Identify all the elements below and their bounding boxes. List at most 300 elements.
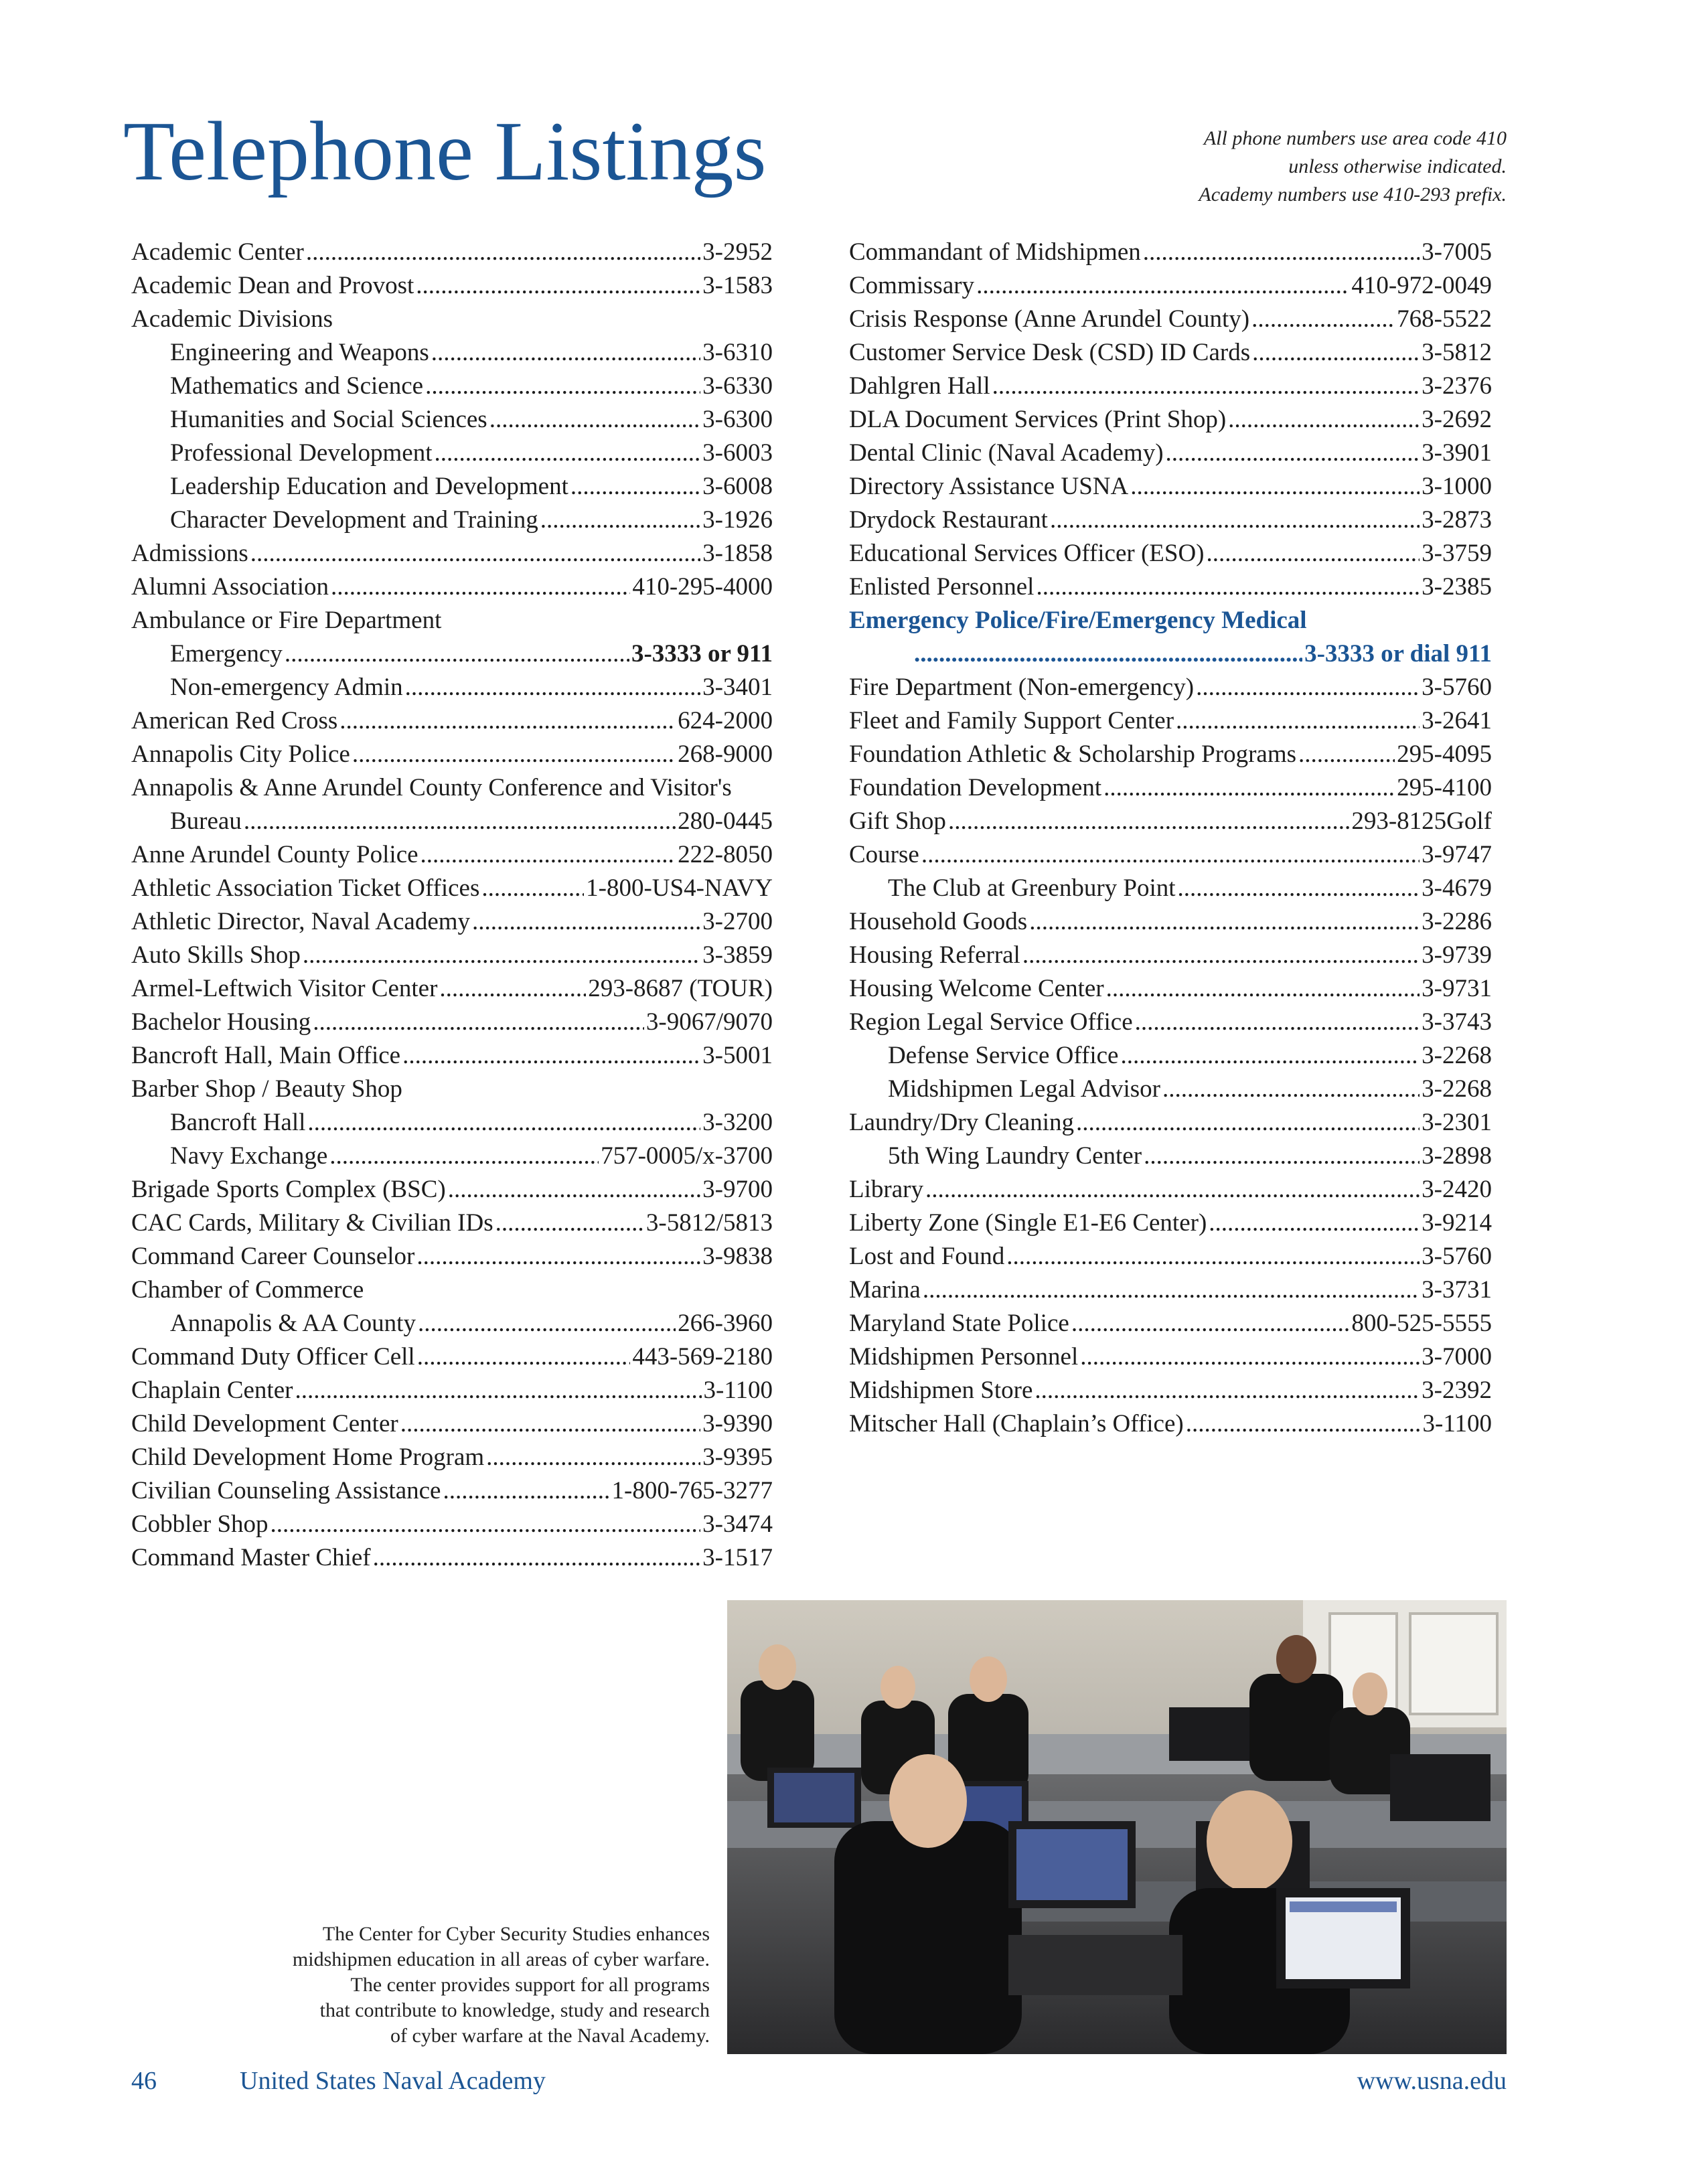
entry-phone-number: 3-5760 [1422, 674, 1492, 701]
directory-entry [131, 1106, 773, 1140]
directory-entry [849, 1240, 1492, 1273]
directory-entry [849, 1073, 1492, 1106]
entry-name: Enlisted Personnel [849, 573, 1035, 601]
caption-line: The center provides support for all programs [350, 1974, 710, 1996]
entry-name: Brigade Sports Complex (BSC) [131, 1176, 446, 1203]
entry-name: The Club at Greenbury Point [888, 874, 1176, 902]
directory-entry [131, 838, 773, 872]
dot-leader [285, 637, 629, 671]
directory-entry [849, 905, 1492, 939]
directory-entry [131, 437, 773, 470]
entry-name: Educational Services Officer (ESO) [849, 540, 1205, 567]
dot-leader [921, 838, 1420, 872]
dot-leader [1186, 1407, 1421, 1441]
dot-leader [339, 704, 676, 738]
directory-entry [131, 1374, 773, 1407]
dot-leader [1071, 1307, 1350, 1340]
entry-phone-number: 3-2392 [1422, 1377, 1492, 1404]
dot-leader [418, 1307, 676, 1340]
directory-entry [849, 671, 1492, 704]
caption-line: of cyber warfare at the Naval Academy. [390, 2025, 710, 2047]
directory-entry [849, 503, 1492, 537]
directory-entry [849, 336, 1492, 370]
entry-phone-number: 295-4095 [1397, 740, 1492, 768]
dot-leader [1135, 1006, 1420, 1039]
entry-name: Chaplain Center [131, 1377, 293, 1404]
dot-leader [1076, 1106, 1420, 1140]
entry-name: Ambulance or Fire Department [131, 607, 442, 634]
page-number: 46 [131, 2067, 157, 2095]
entry-phone-number: 3-2700 [702, 908, 773, 935]
entry-phone-number: 3-1926 [702, 506, 773, 534]
caption-line: The Center for Cyber Security Studies enhances [322, 1923, 710, 1945]
classroom-photo [727, 1600, 1507, 2054]
dot-leader [1144, 1140, 1420, 1173]
directory-entry [131, 1039, 773, 1073]
entry-name: Humanities and Social Sciences [170, 406, 487, 433]
entry-phone-number: 3-9731 [1422, 975, 1492, 1002]
entry-phone-number: 3-9214 [1422, 1209, 1492, 1237]
entry-phone-number: 3-3901 [1422, 439, 1492, 467]
directory-entry [131, 370, 773, 403]
dot-leader [425, 370, 700, 403]
dot-leader [540, 503, 700, 537]
entry-phone-number: 3-2268 [1422, 1042, 1492, 1069]
directory-entry [849, 1173, 1492, 1206]
dot-leader [992, 370, 1420, 403]
entry-phone-number: 3-1858 [702, 540, 773, 567]
entry-name: CAC Cards, Military & Civilian IDs [131, 1209, 493, 1237]
entry-phone-number: 3-3859 [702, 941, 773, 969]
note-line: unless otherwise indicated. [1288, 155, 1507, 177]
directory-entry [849, 604, 1492, 637]
entry-phone-number: 3-3333 or dial 911 [1304, 640, 1492, 668]
dot-leader [1080, 1340, 1420, 1374]
dot-leader [481, 872, 584, 905]
entry-name: Crisis Response (Anne Arundel County) [849, 305, 1250, 333]
dot-leader [439, 972, 586, 1006]
entry-name: Alumni Association [131, 573, 329, 601]
dot-leader [306, 236, 700, 269]
entry-phone-number: 3-2641 [1422, 707, 1492, 734]
entry-name: Dental Clinic (Naval Academy) [849, 439, 1164, 467]
entry-name: Defense Service Office [888, 1042, 1119, 1069]
directory-entry [849, 1039, 1492, 1073]
dot-leader [1036, 570, 1420, 604]
entry-name: Civilian Counseling Assistance [131, 1477, 441, 1504]
directory-entry [131, 1140, 773, 1173]
entry-phone-number: 293-8687 (TOUR) [588, 975, 773, 1002]
entry-name: Academic Center [131, 238, 304, 266]
entry-name: Engineering and Weapons [170, 339, 429, 366]
entry-name: Chamber of Commerce [131, 1276, 364, 1304]
directory-entry [849, 637, 1492, 671]
entry-phone-number: 280-0445 [678, 807, 773, 835]
entry-phone-number: 443-569-2180 [632, 1343, 773, 1371]
directory-entry [131, 704, 773, 738]
dot-leader [313, 1006, 644, 1039]
entry-phone-number: 3-9838 [702, 1243, 773, 1270]
directory-entry [131, 637, 773, 671]
directory-entry [849, 269, 1492, 303]
entry-phone-number: 3-2385 [1422, 573, 1492, 601]
dot-leader [329, 1140, 599, 1173]
entry-phone-number: 3-6310 [702, 339, 773, 366]
directory-entry [131, 1441, 773, 1474]
entry-name: Customer Service Desk (CSD) ID Cards [849, 339, 1251, 366]
dot-leader [405, 671, 701, 704]
entry-name: Fire Department (Non-emergency) [849, 674, 1195, 701]
entry-name: Commissary [849, 272, 975, 299]
dot-leader [914, 637, 1302, 671]
dot-leader [486, 1441, 700, 1474]
dot-leader [976, 269, 1349, 303]
directory-entry [849, 771, 1492, 805]
entry-name: Bureau [170, 807, 242, 835]
dot-leader [250, 537, 700, 570]
entry-phone-number: 3-3731 [1422, 1276, 1492, 1304]
photo-caption [228, 1922, 710, 2049]
entry-phone-number: 222-8050 [678, 841, 773, 868]
dot-leader [420, 838, 676, 872]
caption-line: midshipmen education in all areas of cyber warfare. [292, 1948, 710, 1970]
directory-entry [131, 939, 773, 972]
entry-name: Leadership Education and Development [170, 473, 568, 500]
dot-leader [373, 1541, 701, 1575]
entry-name: Commandant of Midshipmen [849, 238, 1141, 266]
dot-leader [489, 403, 700, 437]
directory-entry [131, 1474, 773, 1508]
entry-name: Athletic Association Ticket Offices [131, 874, 480, 902]
entry-name: Academic Dean and Provost [131, 272, 414, 299]
entry-name: Midshipmen Store [849, 1377, 1033, 1404]
entry-name: Gift Shop [849, 807, 946, 835]
directory-entry [131, 503, 773, 537]
entry-name: Foundation Athletic & Scholarship Programs [849, 740, 1297, 768]
entry-name: Mathematics and Science [170, 372, 424, 400]
directory-entry [131, 738, 773, 771]
entry-name: Mitscher Hall (Chaplain’s Office) [849, 1410, 1184, 1437]
entry-phone-number: 3-2873 [1422, 506, 1492, 534]
directory-entry [131, 604, 773, 637]
dot-leader [1209, 1206, 1420, 1240]
directory-entry [131, 1073, 773, 1106]
entry-name: Child Development Home Program [131, 1444, 485, 1471]
directory-entry [849, 939, 1492, 972]
entry-phone-number: 3-3200 [702, 1109, 773, 1136]
directory-entry [131, 1340, 773, 1374]
dot-leader [417, 1340, 631, 1374]
entry-phone-number: 3-2898 [1422, 1142, 1492, 1170]
directory-entry [131, 1240, 773, 1273]
directory-entry [849, 704, 1492, 738]
directory-column-right [849, 236, 1492, 1441]
footer-organization: United States Naval Academy [240, 2067, 546, 2095]
entry-name: Auto Skills Shop [131, 941, 301, 969]
dot-leader [1176, 704, 1420, 738]
dot-leader [443, 1474, 609, 1508]
entry-name: Bancroft Hall, Main Office [131, 1042, 401, 1069]
directory-entry [131, 671, 773, 704]
dot-leader [1130, 470, 1420, 503]
entry-name: Drydock Restaurant [849, 506, 1048, 534]
entry-phone-number: 3-6330 [702, 372, 773, 400]
entry-name: Command Master Chief [131, 1544, 371, 1571]
directory-entry [131, 470, 773, 503]
entry-phone-number: 3-1583 [702, 272, 773, 299]
entry-name: Non-emergency Admin [170, 674, 403, 701]
entry-phone-number: 1-800-US4-NAVY [586, 874, 773, 902]
entry-name: Marina [849, 1276, 921, 1304]
caption-line: that contribute to knowledge, study and research [319, 1999, 710, 2021]
entry-phone-number: 1-800-765-3277 [611, 1477, 773, 1504]
dot-leader [431, 336, 700, 370]
directory-entry [131, 905, 773, 939]
directory-entry [131, 972, 773, 1006]
directory-entry [131, 403, 773, 437]
directory-entry [849, 1206, 1492, 1240]
entry-name: Anne Arundel County Police [131, 841, 418, 868]
entry-phone-number: 3-6008 [702, 473, 773, 500]
entry-name: Cobbler Shop [131, 1510, 269, 1538]
entry-phone-number: 3-2376 [1422, 372, 1492, 400]
entry-name: Navy Exchange [170, 1142, 328, 1170]
entry-phone-number: 3-1100 [1422, 1410, 1492, 1437]
entry-phone-number: 3-2420 [1422, 1176, 1492, 1203]
dot-leader [1162, 1073, 1420, 1106]
entry-name: Region Legal Service Office [849, 1008, 1133, 1036]
dot-leader [1206, 537, 1420, 570]
dot-leader [1035, 1374, 1420, 1407]
directory-entry [131, 1541, 773, 1575]
entry-phone-number: 3-2692 [1422, 406, 1492, 433]
entry-name: Annapolis & AA County [170, 1310, 416, 1337]
dot-leader [472, 905, 700, 939]
directory-entry [131, 805, 773, 838]
dot-leader [923, 1273, 1420, 1307]
entry-phone-number: 3-5760 [1422, 1243, 1492, 1270]
dot-leader [925, 1173, 1420, 1206]
directory-entry [849, 1273, 1492, 1307]
entry-phone-number: 3-5812/5813 [645, 1209, 773, 1237]
entry-name: Command Duty Officer Cell [131, 1343, 415, 1371]
directory-entry [849, 805, 1492, 838]
dot-leader [416, 269, 700, 303]
entry-name: Child Development Center [131, 1410, 398, 1437]
directory-entry [849, 470, 1492, 503]
entry-phone-number: 3-9390 [702, 1410, 773, 1437]
dot-leader [1022, 939, 1420, 972]
directory-entry [131, 236, 773, 269]
directory-entry [849, 303, 1492, 336]
directory-entry [131, 303, 773, 336]
directory-entry [131, 872, 773, 905]
entry-name: Housing Referral [849, 941, 1020, 969]
directory-entry [131, 570, 773, 604]
dot-leader [1120, 1039, 1420, 1073]
directory-column-left [131, 236, 773, 1575]
entry-phone-number: 3-2286 [1422, 908, 1492, 935]
dot-leader [448, 1173, 700, 1206]
directory-entry [131, 1307, 773, 1340]
directory-entry [849, 403, 1492, 437]
dot-leader [1252, 336, 1420, 370]
dot-leader [352, 738, 676, 771]
dot-leader [1106, 972, 1420, 1006]
directory-entry [849, 370, 1492, 403]
entry-phone-number: 3-5001 [702, 1042, 773, 1069]
directory-entry [849, 838, 1492, 872]
entry-name: Character Development and Training [170, 506, 538, 534]
directory-entry [849, 537, 1492, 570]
directory-entry [849, 738, 1492, 771]
directory-entry [131, 1273, 773, 1307]
entry-name: Laundry/Dry Cleaning [849, 1109, 1074, 1136]
directory-entry [849, 1140, 1492, 1173]
entry-name: Fleet and Family Support Center [849, 707, 1174, 734]
entry-phone-number: 410-972-0049 [1351, 272, 1492, 299]
entry-name: Housing Welcome Center [849, 975, 1104, 1002]
entry-name: Foundation Development [849, 774, 1102, 801]
entry-phone-number: 3-1517 [702, 1544, 773, 1571]
entry-phone-number: 410-295-4000 [632, 573, 773, 601]
directory-entry [131, 1206, 773, 1240]
entry-phone-number: 3-9395 [702, 1444, 773, 1471]
entry-name: Maryland State Police [849, 1310, 1069, 1337]
entry-name: Liberty Zone (Single E1-E6 Center) [849, 1209, 1207, 1237]
dot-leader [1143, 236, 1420, 269]
entry-phone-number: 268-9000 [678, 740, 773, 768]
dot-leader [303, 939, 700, 972]
directory-entry [849, 1307, 1492, 1340]
dot-leader [1228, 403, 1420, 437]
note-line: Academy numbers use 410-293 prefix. [1199, 183, 1507, 206]
directory-entry [131, 1508, 773, 1541]
entry-phone-number: 3-9739 [1422, 941, 1492, 969]
dot-leader [1050, 503, 1420, 537]
dot-leader [1196, 671, 1420, 704]
entry-phone-number: 3-9747 [1422, 841, 1492, 868]
entry-name: Dahlgren Hall [849, 372, 990, 400]
entry-name: Course [849, 841, 919, 868]
dot-leader [435, 437, 701, 470]
directory-entry [849, 1006, 1492, 1039]
entry-name: Professional Development [170, 439, 433, 467]
directory-entry [131, 1173, 773, 1206]
entry-phone-number: 3-2952 [702, 238, 773, 266]
dot-leader [1298, 738, 1395, 771]
entry-phone-number: 295-4100 [1397, 774, 1492, 801]
dot-leader [1251, 303, 1395, 336]
dot-leader [1166, 437, 1420, 470]
page-title: Telephone Listings [123, 105, 767, 198]
directory-entry [849, 872, 1492, 905]
entry-name: 5th Wing Laundry Center [888, 1142, 1142, 1170]
entry-name: Bachelor Housing [131, 1008, 311, 1036]
entry-name: Annapolis & Anne Arundel County Conference and Visitor's [131, 774, 732, 801]
entry-phone-number: 768-5522 [1397, 305, 1492, 333]
directory-entry [131, 771, 773, 805]
entry-name: Emergency Police/Fire/Emergency Medical [849, 607, 1307, 634]
directory-entry [849, 1106, 1492, 1140]
entry-phone-number: 3-9700 [702, 1176, 773, 1203]
note-line: All phone numbers use area code 410 [1203, 127, 1507, 149]
entry-name: Household Goods [849, 908, 1028, 935]
dot-leader [400, 1407, 700, 1441]
entry-name: Midshipmen Personnel [849, 1343, 1079, 1371]
dot-leader [1029, 905, 1420, 939]
entry-name: Barber Shop / Beauty Shop [131, 1075, 402, 1103]
entry-phone-number: 3-7000 [1422, 1343, 1492, 1371]
directory-entry [131, 336, 773, 370]
dot-leader [416, 1240, 700, 1273]
entry-name: Directory Assistance USNA [849, 473, 1129, 500]
entry-name: Annapolis City Police [131, 740, 350, 768]
entry-phone-number: 3-3743 [1422, 1008, 1492, 1036]
entry-name: Midshipmen Legal Advisor [888, 1075, 1160, 1103]
entry-name: Library [849, 1176, 923, 1203]
dot-leader [307, 1106, 700, 1140]
entry-name: Athletic Director, Naval Academy [131, 908, 471, 935]
dot-leader [1103, 771, 1395, 805]
entry-phone-number: 3-1100 [703, 1377, 773, 1404]
directory-entry [849, 1407, 1492, 1441]
dot-leader [402, 1039, 700, 1073]
dot-leader [244, 805, 676, 838]
entry-phone-number: 3-4679 [1422, 874, 1492, 902]
entry-phone-number: 800-525-5555 [1351, 1310, 1492, 1337]
entry-name: Admissions [131, 540, 248, 567]
entry-name: Academic Divisions [131, 305, 333, 333]
directory-entry [849, 437, 1492, 470]
entry-phone-number: 3-2268 [1422, 1075, 1492, 1103]
directory-entry [131, 537, 773, 570]
entry-phone-number: 266-3960 [678, 1310, 773, 1337]
entry-phone-number: 3-3401 [702, 674, 773, 701]
dot-leader [295, 1374, 701, 1407]
entry-name: Command Career Counselor [131, 1243, 415, 1270]
dot-leader [495, 1206, 644, 1240]
entry-phone-number: 3-6300 [702, 406, 773, 433]
entry-phone-number: 3-3759 [1422, 540, 1492, 567]
entry-name: DLA Document Services (Print Shop) [849, 406, 1227, 433]
directory-entry [131, 269, 773, 303]
entry-name: Lost and Found [849, 1243, 1005, 1270]
dot-leader [271, 1508, 701, 1541]
area-code-note [998, 125, 1507, 209]
entry-name: American Red Cross [131, 707, 338, 734]
directory-entry [131, 1407, 773, 1441]
entry-phone-number: 3-9067/9070 [645, 1008, 773, 1036]
entry-phone-number: 3-2301 [1422, 1109, 1492, 1136]
dot-leader [1178, 872, 1420, 905]
footer-url-link[interactable]: www.usna.edu [1357, 2067, 1507, 2095]
entry-phone-number: 757-0005/x-3700 [601, 1142, 773, 1170]
entry-phone-number: 3-1000 [1422, 473, 1492, 500]
entry-phone-number: 293-8125Golf [1351, 807, 1492, 835]
entry-phone-number: 3-3333 or 911 [631, 640, 773, 668]
dot-leader [570, 470, 700, 503]
dot-leader [1006, 1240, 1420, 1273]
directory-entry [849, 1374, 1492, 1407]
directory-entry [131, 1006, 773, 1039]
dot-leader [948, 805, 1349, 838]
entry-phone-number: 3-7005 [1422, 238, 1492, 266]
directory-entry [849, 570, 1492, 604]
entry-phone-number: 3-5812 [1422, 339, 1492, 366]
entry-phone-number: 624-2000 [678, 707, 773, 734]
directory-entry [849, 236, 1492, 269]
